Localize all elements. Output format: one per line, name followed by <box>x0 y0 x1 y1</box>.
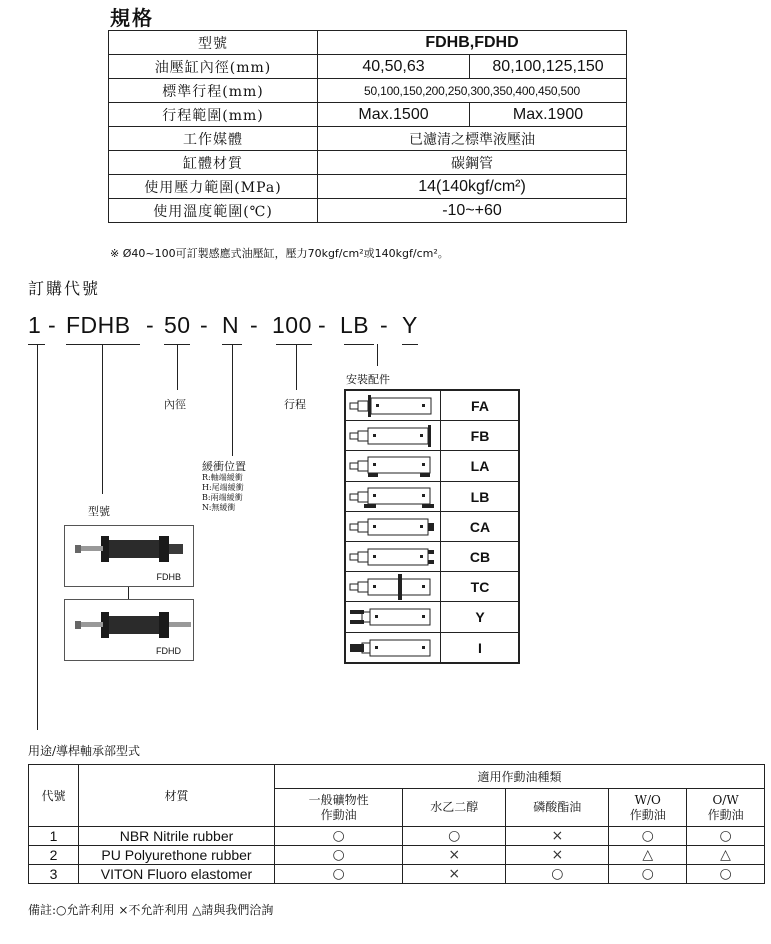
compat-mark: × <box>403 865 506 884</box>
mount-table <box>344 389 520 664</box>
spec-row-label: 工作媒體 <box>109 127 318 151</box>
seal-code: 3 <box>29 865 79 884</box>
code-model: FDHB <box>66 312 131 338</box>
photo-label: FDHB <box>156 572 181 582</box>
spec-cell: 14(140kgf/cm²) <box>318 175 627 199</box>
seal-remark: 備註:○允許利用 ×不允許利用 △請與我們洽詢 <box>28 903 274 917</box>
mount-lb-icon <box>346 482 441 511</box>
code-mount: LB <box>340 312 370 338</box>
seal-code: 1 <box>29 827 79 846</box>
mount-code: TC <box>470 579 490 596</box>
mount-row <box>346 602 518 632</box>
oil-type-header: 一般礦物性 作動油 <box>275 789 403 827</box>
spec-table <box>108 30 627 223</box>
code-separator: - <box>250 312 259 338</box>
seal-table <box>28 764 765 884</box>
leader-line <box>232 344 233 456</box>
mount-code: FA <box>471 398 489 414</box>
oil-type-header: 磷酸酯油 <box>506 789 609 827</box>
mount-y-icon <box>346 602 441 631</box>
cushion-option: R:軸端緩衝 <box>202 473 243 482</box>
mount-row <box>346 391 518 421</box>
table-row <box>109 79 627 103</box>
code-separator: - <box>200 312 209 338</box>
seal-col-code: 代號 <box>29 765 79 827</box>
photo-label: FDHD <box>156 646 181 656</box>
compat-mark: × <box>506 846 609 865</box>
table-row <box>109 31 627 55</box>
oil-type-header: 水乙二醇 <box>403 789 506 827</box>
cushion-option: N:無緩衝 <box>202 503 236 512</box>
table-row <box>109 55 627 79</box>
compat-mark: × <box>506 827 609 846</box>
cushion-option: H:尾端緩衝 <box>202 483 244 492</box>
table-row <box>109 103 627 127</box>
mount-label: 安裝配件 <box>346 373 390 386</box>
code-cushion: N <box>222 312 240 338</box>
code-underline <box>276 344 312 345</box>
compat-mark: ○ <box>506 865 609 884</box>
mount-fa-icon <box>346 391 441 420</box>
seal-code: 2 <box>29 846 79 865</box>
spec-cell: 40,50,63 <box>318 55 470 79</box>
leader-line <box>37 344 38 730</box>
compat-mark: ○ <box>275 865 403 884</box>
compat-mark: △ <box>687 846 765 865</box>
code-separator: - <box>48 312 57 338</box>
spec-row-label: 標準行程(mm) <box>109 79 318 103</box>
seal-material: PU Polyurethone rubber <box>79 846 275 865</box>
oil-type-header: W/O 作動油 <box>609 789 687 827</box>
mount-code: FB <box>470 428 490 445</box>
code-separator: - <box>318 312 327 338</box>
spec-cell: 50,100,150,200,250,300,350,400,450,500 <box>318 79 627 103</box>
spec-cell: 已濾清之標準液壓油 <box>318 127 627 151</box>
spec-cell: Max.1900 <box>470 103 627 127</box>
spec-cell: Max.1500 <box>318 103 470 127</box>
seal-col-group: 適用作動油種類 <box>275 765 765 789</box>
spec-cell: 80,100,125,150 <box>470 55 627 79</box>
code-separator: - <box>380 312 389 338</box>
code-underline <box>344 344 374 345</box>
mount-code: CA <box>469 518 491 535</box>
seal-material: NBR Nitrile rubber <box>79 827 275 846</box>
compat-mark: △ <box>609 846 687 865</box>
spec-header-label: 型號 <box>109 31 318 55</box>
stroke-label: 行程 <box>284 398 306 411</box>
spec-title: 規格 <box>110 6 154 30</box>
compat-mark: ○ <box>403 827 506 846</box>
bore-label: 內徑 <box>164 398 186 411</box>
mount-code: CB <box>469 549 491 565</box>
spec-row-label: 缸體材質 <box>109 151 318 175</box>
model-label: 型號 <box>88 505 110 518</box>
oil-type-header: O/W 作動油 <box>687 789 765 827</box>
compat-mark: ○ <box>687 865 765 884</box>
mount-code: LA <box>470 458 490 475</box>
spec-cell: -10~+60 <box>318 199 627 223</box>
compat-mark: ○ <box>275 846 403 865</box>
code-stroke: 100 <box>272 312 312 338</box>
mount-la-icon <box>346 451 441 480</box>
code-bore: 50 <box>164 312 191 338</box>
spec-row-label: 行程範圍(mm) <box>109 103 318 127</box>
compat-mark: ○ <box>687 827 765 846</box>
spec-row-label: 油壓缸內徑(mm) <box>109 55 318 79</box>
mount-code: Y <box>475 609 485 626</box>
code-seal: Y <box>402 312 418 338</box>
code-series: 1 <box>28 312 42 338</box>
cushion-label: 緩衝位置 <box>202 460 246 473</box>
mount-fb-icon <box>346 421 441 450</box>
leader-line <box>102 344 103 494</box>
mount-tc-icon <box>346 572 441 601</box>
product-photo-fdhd <box>64 599 194 661</box>
spec-row-label: 使用溫度範圍(℃) <box>109 199 318 223</box>
leader-line <box>377 344 378 366</box>
cushion-option: B:兩端緩衝 <box>202 493 243 502</box>
mount-ca-icon <box>346 512 441 541</box>
table-row <box>29 827 765 846</box>
mount-row <box>346 542 518 572</box>
compat-mark: × <box>403 846 506 865</box>
table-row <box>109 175 627 199</box>
table-row <box>109 127 627 151</box>
mount-code: I <box>478 639 482 656</box>
code-underline <box>66 344 140 345</box>
seal-col-material: 材質 <box>79 765 275 827</box>
table-row <box>29 765 765 789</box>
mount-row <box>346 482 518 512</box>
mount-row <box>346 512 518 542</box>
order-title: 訂購代號 <box>28 279 101 298</box>
compat-mark: ○ <box>275 827 403 846</box>
table-row <box>109 151 627 175</box>
mount-row <box>346 421 518 451</box>
seal-material: VITON Fluoro elastomer <box>79 865 275 884</box>
table-row <box>29 846 765 865</box>
compat-mark: ○ <box>609 827 687 846</box>
leader-line <box>177 344 178 390</box>
spec-note: ※ Ø40~100可訂製感應式油壓缸，壓力70kgf/cm²或140kgf/cm²。 <box>110 247 449 260</box>
mount-row <box>346 572 518 602</box>
spec-cell: 碳鋼管 <box>318 151 627 175</box>
mount-cb-icon <box>346 542 441 571</box>
mount-code: LB <box>470 488 490 505</box>
table-row <box>29 865 765 884</box>
spec-header-value: FDHB,FDHD <box>318 31 627 55</box>
table-row <box>109 199 627 223</box>
leader-line <box>128 587 129 599</box>
mount-row <box>346 633 518 663</box>
code-underline <box>402 344 418 345</box>
leader-line <box>296 344 297 390</box>
mount-row <box>346 451 518 481</box>
code-separator: - <box>146 312 155 338</box>
seal-title: 用途/導桿軸承部型式 <box>28 744 141 758</box>
compat-mark: ○ <box>609 865 687 884</box>
product-photo-fdhb <box>64 525 194 587</box>
mount-i-icon <box>346 633 441 663</box>
spec-row-label: 使用壓力範圍(MPa) <box>109 175 318 199</box>
